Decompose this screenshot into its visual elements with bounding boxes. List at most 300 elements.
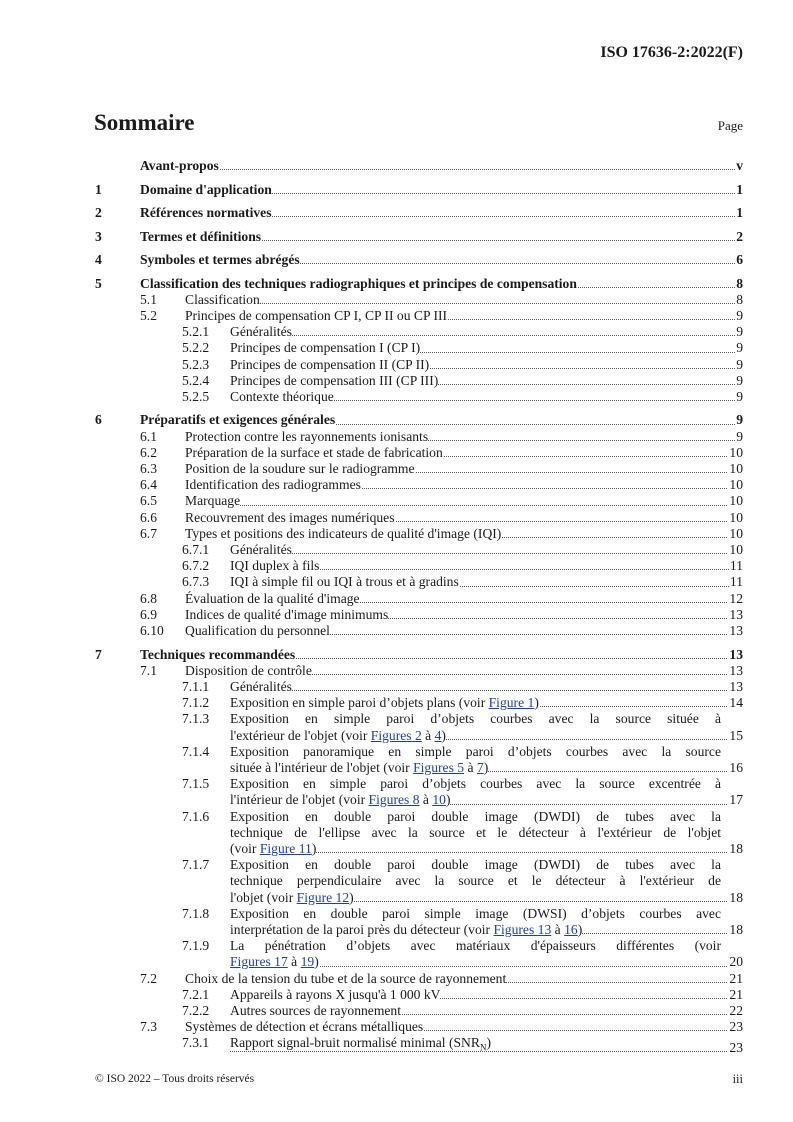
toc-entry[interactable] xyxy=(95,1003,743,1019)
text-segment: Systèmes de détection et écrans métalliques xyxy=(185,1019,424,1035)
entry-title-line xyxy=(230,373,743,389)
entry-title-line xyxy=(230,711,743,727)
page-title: Sommaire xyxy=(94,110,195,135)
entry-title-line xyxy=(140,229,743,245)
text-segment: Préparatifs et exigences générales xyxy=(140,412,336,428)
toc-entry[interactable] xyxy=(95,373,743,389)
toc-entry[interactable] xyxy=(95,389,743,405)
toc-entry[interactable] xyxy=(95,591,743,607)
entry-title-line xyxy=(185,623,743,639)
entry-title-line xyxy=(230,938,743,954)
entry-number: 6.6 xyxy=(140,509,157,525)
text-segment: technique perpendiculaire avec la source et le détecteur à l'extérieur de xyxy=(230,873,721,889)
entry-title-line xyxy=(185,971,743,987)
text-segment: ) xyxy=(483,759,489,775)
entry-title xyxy=(140,647,743,663)
page-number: 9 xyxy=(736,372,743,388)
text-segment: Appareils à rayons X jusqu'à 1 000 kV xyxy=(230,986,441,1002)
entry-title-line xyxy=(230,324,743,340)
entry-text xyxy=(230,792,450,807)
entry-title xyxy=(230,1003,743,1019)
figure-link[interactable]: 4 xyxy=(434,727,442,743)
text-segment: à xyxy=(287,954,301,970)
entry-text xyxy=(185,445,443,460)
entry-title-line xyxy=(230,987,743,1003)
toc-entry[interactable] xyxy=(95,526,743,542)
text-segment: ) xyxy=(311,841,317,856)
page-number: 23 xyxy=(729,1040,743,1056)
toc-entry[interactable] xyxy=(95,182,743,198)
toc-entry[interactable] xyxy=(95,292,743,308)
table-of-contents xyxy=(95,158,743,1056)
entry-text xyxy=(230,922,582,937)
page-number: 22 xyxy=(729,1003,743,1019)
toc-entry[interactable] xyxy=(95,776,743,808)
entry-text xyxy=(185,292,260,307)
entry-number: 7.2.1 xyxy=(182,986,210,1002)
page-number: 18 xyxy=(729,889,743,905)
entry-text xyxy=(230,542,292,557)
entry-title xyxy=(185,971,743,987)
figure-link[interactable]: 7 xyxy=(476,759,484,775)
text-segment: Évaluation de la qualité d'image xyxy=(185,590,360,606)
entry-number: 6.10 xyxy=(140,623,164,639)
toc-entry[interactable] xyxy=(95,445,743,461)
page-number: 9 xyxy=(736,356,743,372)
figure-link[interactable]: 16 xyxy=(564,922,578,938)
toc-entry[interactable] xyxy=(95,252,743,268)
entry-text xyxy=(230,760,488,775)
entry-number: 6.2 xyxy=(140,444,157,460)
entry-number: 5.2.2 xyxy=(182,340,210,356)
text-segment: Généralités xyxy=(230,324,292,340)
entry-title xyxy=(185,663,743,679)
page-number: 21 xyxy=(729,986,743,1002)
entry-title xyxy=(230,906,743,938)
entry-title-line xyxy=(185,1019,743,1035)
entry-title xyxy=(140,158,743,174)
entry-number: 7.1.4 xyxy=(182,743,210,759)
toc-entry[interactable] xyxy=(95,461,743,477)
toc-entry[interactable] xyxy=(95,623,743,639)
text-segment: Choix de la tension du tube et de la source de rayonnement xyxy=(185,970,507,986)
page-number: 13 xyxy=(729,662,743,678)
figure-link[interactable]: Figures 2 xyxy=(370,727,422,743)
text-segment: Autres sources de rayonnement xyxy=(230,1003,401,1019)
page-number: 10 xyxy=(729,493,743,509)
page-number: 10 xyxy=(729,461,743,477)
figure-link[interactable]: 19 xyxy=(300,954,315,970)
entry-title-line xyxy=(230,906,743,922)
toc-entry[interactable] xyxy=(95,276,743,292)
text-segment: Préparation de la surface et stade de fabrication xyxy=(185,444,443,460)
text-segment: ) xyxy=(445,792,451,808)
entry-text xyxy=(230,728,446,743)
entry-title-line xyxy=(230,1003,743,1019)
entry-number: 6.7 xyxy=(140,525,157,541)
entry-number: 7.1.3 xyxy=(182,711,210,727)
entry-number: 7.2 xyxy=(140,970,157,986)
toc-entry[interactable] xyxy=(95,607,743,623)
toc-entry[interactable] xyxy=(95,987,743,1003)
page-number: 8 xyxy=(736,291,743,307)
entry-title xyxy=(185,1019,743,1035)
entry-number: 6 xyxy=(95,412,102,428)
entry-title xyxy=(140,229,743,245)
page-number: 2 xyxy=(736,228,743,244)
entry-text xyxy=(185,493,240,508)
text-segment: Identification des radiogrammes xyxy=(185,477,361,493)
entry-title-line xyxy=(230,357,743,373)
entry-text xyxy=(230,695,539,710)
entry-text xyxy=(230,558,319,573)
entry-title-line xyxy=(185,308,743,324)
entry-number: 5.2.3 xyxy=(182,356,210,372)
entry-text xyxy=(140,182,272,197)
text-segment: ) xyxy=(349,889,354,905)
page-number: 9 xyxy=(736,324,743,340)
entry-title-line xyxy=(140,158,743,174)
toc-entry[interactable] xyxy=(95,1019,743,1035)
entry-text xyxy=(185,1019,423,1034)
entry-text xyxy=(185,971,506,986)
entry-text xyxy=(185,591,360,606)
entry-title xyxy=(230,809,743,858)
figure-link[interactable]: Figure 1 xyxy=(488,695,535,711)
entry-title-line xyxy=(185,461,743,477)
entry-text xyxy=(185,607,388,622)
entry-title xyxy=(230,574,743,590)
entry-title-line xyxy=(230,744,743,760)
entry-title-line xyxy=(185,510,743,526)
toc-entry[interactable] xyxy=(95,647,743,663)
entry-text xyxy=(230,954,319,969)
entry-title-line xyxy=(230,1035,743,1056)
entry-title xyxy=(185,591,743,607)
toc-entry[interactable] xyxy=(95,857,743,906)
toc-entry[interactable] xyxy=(95,558,743,574)
toc-entry[interactable] xyxy=(95,510,743,526)
text-segment: Classification xyxy=(185,291,260,307)
entry-number: 7.1.5 xyxy=(182,776,210,792)
entry-text xyxy=(230,1003,401,1018)
page-number: 20 xyxy=(729,954,743,970)
entry-text xyxy=(230,357,429,372)
entry-number: 1 xyxy=(95,181,102,197)
entry-title-line xyxy=(230,776,743,792)
entry-title-line xyxy=(230,792,743,808)
text-segment: Généralités xyxy=(230,542,292,558)
entry-title xyxy=(230,324,743,340)
toc-entry[interactable] xyxy=(95,711,743,743)
entry-number: 5.2.4 xyxy=(182,372,210,388)
entry-title xyxy=(140,252,743,268)
page-number: 9 xyxy=(736,307,743,323)
page-number: 21 xyxy=(729,970,743,986)
entry-number: 5.2.1 xyxy=(182,324,210,340)
entry-title-line xyxy=(230,809,743,825)
entry-number: 6.7.3 xyxy=(182,574,210,590)
entry-title xyxy=(230,857,743,906)
figure-link[interactable]: Figure 11 xyxy=(259,841,312,856)
text-segment: Exposition en double paroi simple image (DWSI) d’objets courbes avec xyxy=(230,905,721,921)
entry-number xyxy=(95,158,140,174)
entry-title-line xyxy=(230,841,743,857)
toc-entry[interactable] xyxy=(95,938,743,970)
entry-title-line xyxy=(230,890,743,906)
entry-number: 7.3.1 xyxy=(182,1035,210,1051)
text-segment: Exposition panoramique en simple paroi d’objets courbes avec la source xyxy=(230,743,721,759)
entry-title xyxy=(230,744,743,776)
toc-entry[interactable] xyxy=(95,205,743,221)
entry-title xyxy=(230,373,743,389)
text-segment: à xyxy=(551,922,565,938)
text-segment: ) xyxy=(534,695,539,711)
entry-title-line xyxy=(230,825,743,841)
page-number: 10 xyxy=(729,444,743,460)
entry-text xyxy=(140,412,335,427)
page-column-label: Page xyxy=(717,118,743,133)
toc-entry[interactable] xyxy=(95,809,743,858)
page-number: 16 xyxy=(729,759,743,775)
entry-number: 6.1 xyxy=(140,428,157,444)
toc-entry[interactable] xyxy=(95,324,743,340)
entry-text xyxy=(185,308,447,323)
text-segment: à xyxy=(421,727,435,743)
entry-title xyxy=(185,292,743,308)
entry-number: 7.1 xyxy=(140,662,157,678)
entry-title xyxy=(185,445,743,461)
toc-entry[interactable] xyxy=(95,477,743,493)
page-number: 12 xyxy=(729,590,743,606)
page-number: 1 xyxy=(736,181,743,197)
entry-text xyxy=(140,205,271,220)
entry-number: 6.5 xyxy=(140,493,157,509)
entry-number: 6.8 xyxy=(140,590,157,606)
footer-copyright: © ISO 2022 – Tous droits réservés xyxy=(95,1073,255,1085)
text-segment: Protection contre les rayonnements ionisants xyxy=(185,428,429,444)
entry-title-line xyxy=(230,542,743,558)
entry-title-line xyxy=(140,205,743,221)
entry-text xyxy=(185,510,395,525)
entry-title xyxy=(185,429,743,445)
entry-title xyxy=(230,679,743,695)
entry-text xyxy=(140,158,219,173)
subscript: N xyxy=(479,1043,487,1054)
entry-title-line xyxy=(185,663,743,679)
entry-title xyxy=(185,477,743,493)
entry-title-line xyxy=(230,728,743,744)
text-segment: Rapport signal-bruit normalisé minimal (SNR xyxy=(230,1035,480,1051)
text-segment: La pénétration d’objets avec matériaux d'épaisseurs différentes (voir xyxy=(230,938,721,954)
entry-text xyxy=(140,276,577,291)
toc-entry[interactable] xyxy=(95,229,743,245)
toc-entry[interactable] xyxy=(95,971,743,987)
text-segment: Références normatives xyxy=(140,205,272,220)
text-segment: IQI à simple fil ou IQI à trous et à gradins xyxy=(230,574,459,590)
entry-number: 5.2.5 xyxy=(182,388,210,404)
entry-title-line xyxy=(185,477,743,493)
toc-entry[interactable] xyxy=(95,542,743,558)
toc-entry[interactable] xyxy=(95,663,743,679)
text-segment: technique de l'ellipse avec la source et le détecteur à l'extérieur de l'objet xyxy=(230,824,721,840)
page-number: 13 xyxy=(729,678,743,694)
entry-title xyxy=(230,389,743,405)
text-segment: IQI duplex à fils xyxy=(230,558,320,574)
figure-link[interactable]: Figures 5 xyxy=(413,759,465,775)
toc-entry[interactable] xyxy=(95,493,743,509)
entry-number: 7.3 xyxy=(140,1019,157,1035)
entry-number: 3 xyxy=(95,228,102,244)
entry-title-line xyxy=(185,292,743,308)
entry-title xyxy=(140,182,743,198)
toc-entry[interactable] xyxy=(95,1035,743,1056)
entry-title-line xyxy=(230,389,743,405)
entry-number: 7.2.2 xyxy=(182,1003,210,1019)
toc-entry[interactable] xyxy=(95,412,743,428)
toc-entry[interactable] xyxy=(95,906,743,938)
entry-number: 7.1.2 xyxy=(182,695,210,711)
entry-title xyxy=(185,461,743,477)
page-number: 15 xyxy=(729,727,743,743)
entry-title xyxy=(140,412,743,428)
text-segment: l'extérieur de l'objet (voir xyxy=(230,727,371,743)
entry-title xyxy=(230,987,743,1003)
entry-title xyxy=(185,607,743,623)
entry-text xyxy=(140,229,261,244)
toc-entry[interactable] xyxy=(95,357,743,373)
entry-title-line xyxy=(185,493,743,509)
figure-link[interactable]: Figures 17 xyxy=(230,954,288,970)
entry-text xyxy=(230,389,334,404)
entry-text xyxy=(230,987,440,1002)
entry-text xyxy=(185,663,312,678)
entry-title-line xyxy=(230,679,743,695)
text-segment: Classification des techniques radiographiques et principes de compensation xyxy=(140,275,577,291)
page-number: 13 xyxy=(729,623,743,639)
entry-number: 7.1.9 xyxy=(182,938,210,954)
text-segment: l'objet (voir xyxy=(230,889,297,905)
text-segment: Exposition en simple paroi d’objets courbes avec la source excentrée à xyxy=(230,776,721,792)
figure-link[interactable]: 10 xyxy=(432,792,446,808)
entry-title-line xyxy=(230,922,743,938)
text-segment: Principes de compensation II (CP II) xyxy=(230,356,430,372)
page-number: 10 xyxy=(729,477,743,493)
page-number: 13 xyxy=(729,646,743,662)
toc-entry[interactable] xyxy=(95,340,743,356)
entry-text xyxy=(140,252,300,267)
entry-title xyxy=(230,558,743,574)
page-number: 8 xyxy=(736,275,743,291)
entry-title-line xyxy=(230,873,743,889)
text-segment: Symboles et termes abrégés xyxy=(140,252,300,267)
entry-number: 7 xyxy=(95,646,102,662)
entry-text xyxy=(185,477,361,492)
text-segment: Avant-propos xyxy=(140,158,219,173)
entry-title xyxy=(185,510,743,526)
toc-entry[interactable] xyxy=(95,158,743,174)
entry-title-line xyxy=(230,574,743,590)
entry-title-line xyxy=(140,647,743,663)
text-segment: Domaine d'application xyxy=(140,181,272,197)
page-number: 9 xyxy=(736,412,743,428)
text-segment: Exposition en simple paroi d’objets plans (voir xyxy=(230,695,489,711)
entry-text xyxy=(230,373,438,388)
toc-entry[interactable] xyxy=(95,308,743,324)
entry-title-line xyxy=(230,857,743,873)
text-segment: Indices de qualité d'image minimums xyxy=(185,606,389,622)
entry-text xyxy=(230,340,420,355)
page-number: 14 xyxy=(729,695,743,711)
entry-title xyxy=(140,276,743,292)
entry-number: 5.2 xyxy=(140,307,157,323)
toc-entry[interactable] xyxy=(95,679,743,695)
entry-number: 6.7.2 xyxy=(182,558,210,574)
entry-title xyxy=(230,938,743,970)
text-segment: Principes de compensation III (CP III) xyxy=(230,372,439,388)
entry-text xyxy=(230,324,292,339)
entry-title-line xyxy=(185,526,743,542)
entry-title xyxy=(230,542,743,558)
entry-text xyxy=(185,526,501,541)
entry-text xyxy=(185,429,428,444)
page-number: 18 xyxy=(729,922,743,938)
page-number: 6 xyxy=(736,252,743,267)
entry-title xyxy=(140,205,743,221)
figure-link[interactable]: Figures 13 xyxy=(493,922,552,938)
text-segment: à xyxy=(419,792,433,808)
text-segment: Qualification du personnel xyxy=(185,623,330,639)
text-segment: Contexte théorique xyxy=(230,388,334,404)
toc-entry[interactable] xyxy=(95,695,743,711)
page-number: 10 xyxy=(729,542,743,558)
entry-text xyxy=(230,1035,491,1054)
page-number: 23 xyxy=(729,1019,743,1035)
entry-number: 4 xyxy=(95,252,102,267)
entry-number: 7.1.1 xyxy=(182,678,210,694)
entry-title-line xyxy=(230,340,743,356)
page-number: 17 xyxy=(729,792,743,808)
entry-title-line xyxy=(185,445,743,461)
page-number: 9 xyxy=(736,428,743,444)
text-segment: à xyxy=(464,759,477,775)
entry-title-line xyxy=(185,607,743,623)
entry-title-line xyxy=(140,252,743,268)
entry-title xyxy=(230,695,743,711)
entry-text xyxy=(230,679,292,694)
text-segment: ) xyxy=(441,727,446,743)
page-number: v xyxy=(736,158,743,173)
entry-number: 7.1.7 xyxy=(182,857,210,873)
toc-entry[interactable] xyxy=(95,429,743,445)
entry-title-line xyxy=(140,182,743,198)
entry-number: 7.1.6 xyxy=(182,808,210,824)
toc-entry[interactable] xyxy=(95,574,743,590)
figure-link[interactable]: Figure 12 xyxy=(296,889,350,905)
page-number: 11 xyxy=(729,558,743,574)
entry-title-line xyxy=(230,954,743,970)
text-segment: Marquage xyxy=(185,493,241,509)
page-number: 11 xyxy=(729,574,743,590)
text-segment: interprétation de la paroi près du détecteur (voir xyxy=(230,922,494,938)
figure-link[interactable]: Figures 8 xyxy=(368,792,420,808)
text-segment: Termes et définitions xyxy=(140,228,262,244)
entry-number: 7.1.8 xyxy=(182,905,210,921)
entry-title-line xyxy=(230,760,743,776)
entry-title-line xyxy=(185,591,743,607)
toc-entry[interactable] xyxy=(95,744,743,776)
entry-title-line xyxy=(230,695,743,711)
